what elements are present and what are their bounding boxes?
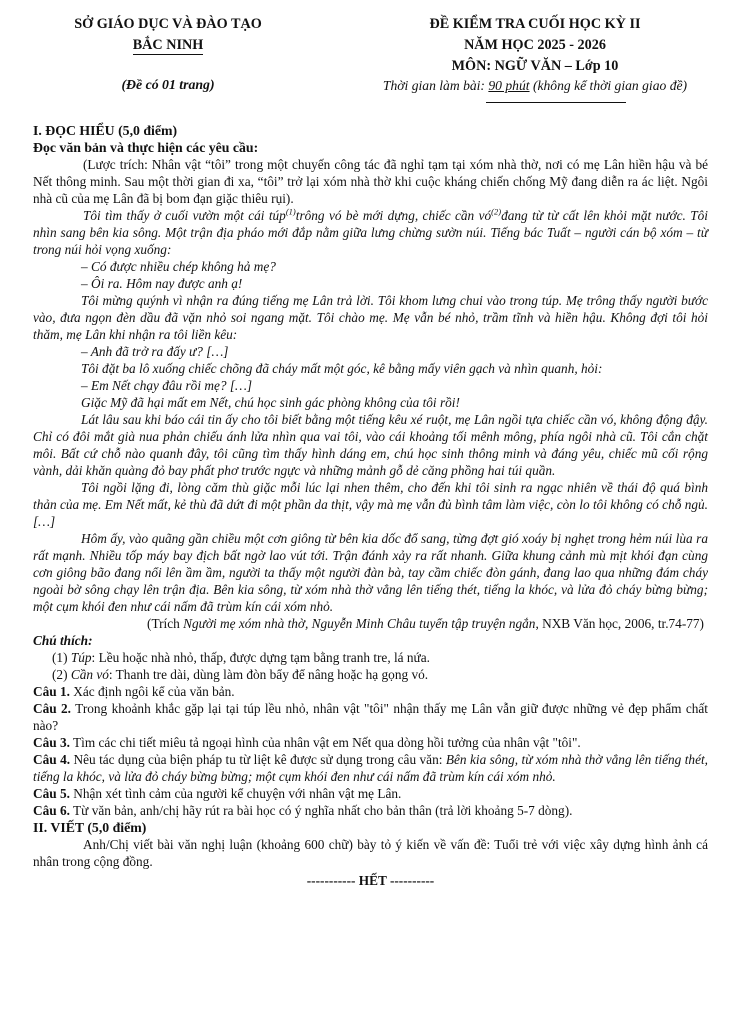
question-1: Câu 1. Xác định ngôi kể của văn bản. — [33, 684, 235, 699]
time-suffix: (không kể thời gian giao đề) — [529, 78, 688, 93]
part1-heading: I. ĐỌC HIỂU (5,0 điểm) — [33, 123, 178, 138]
note-item: (2) Cần vó: Thanh tre dài, dùng làm đòn bẩy để nâng hoặc hạ gọng vó. — [52, 667, 429, 682]
department-name: SỞ GIÁO DỤC VÀ ĐÀO TẠO — [74, 16, 262, 32]
writing-prompt: Anh/Chị viết bài văn nghị luận (khoảng 600 chữ) bày tỏ ý kiến về vấn đề: Tuổi trẻ với việc xây dựng hình ảnh cá nhân trong cộng đồng. — [33, 837, 708, 869]
time-label: Thời gian làm bài: — [382, 78, 489, 93]
passage — [33, 207, 708, 615]
dialogue-line: – Anh đã trở ra đấy ư? […] — [81, 344, 229, 359]
dialogue-line: – Ôi ra. Hôm nay được anh ạ! — [81, 276, 243, 291]
passage-paragraph: Lát lâu sau khi báo cái tin ấy cho tôi biết bằng một tiếng kêu xé ruột, mẹ Lân ngồi tựa chiếc cần vó, không động đậy. Chỉ có đôi mắt già nua phản chiếu ánh lửa nhìn qua vai tôi, vào cái khoảng tối mênh mông, phía ngôi nhà cũ. Tôi cắn chặt môi. Bất cứ chỗ nào quanh đây, tôi cũng tìm thấy hình dáng em, chú học sinh thông minh và đáng yêu, chiếc mũ cối rộng vành, dải khăn quàng đỏ bay phất phơ trước ngực và những mảnh gỗ dẻ căng phồng hai túi quần. — [33, 412, 708, 478]
passage-summary: (Lược trích: Nhân vật “tôi” trong một chuyến công tác đã nghỉ tạm tại xóm nhà thờ, nơi có mẹ Lân hiền hậu và bé Nết thông minh. Sau một thời gian đi xa, “tôi” trở lại xóm nhà thờ khi cuộc kháng chiến chống Mỹ đang diễn ra ác liệt. Ngôi nhà cũ của mẹ Lân đã bị bom đạn giặc thiêu rụi). — [33, 157, 708, 206]
time-allowed — [345, 77, 725, 94]
school-year: NĂM HỌC 2025 - 2026 — [464, 37, 606, 53]
question-2: Câu 2. Trong khoảnh khắc gặp lại tại túp lều nhỏ, nhân vật "tôi" nhận thấy mẹ Lân vẫn giữ được những vẻ đẹp phẩm chất nào? — [33, 701, 708, 733]
passage-paragraph: Tôi mừng quýnh vì nhận ra đúng tiếng mẹ Lân trả lời. Tôi khom lưng chui vào trong túp. Mẹ trông thấy người bước vào, đưa ngọn đèn dầu đã vặn nhỏ soi ngang mặt. Tôi chào mẹ. Mẹ vẫn bé nhỏ, trầm tĩnh và hiền hậu. Không đợi tôi hỏi thăm, mẹ Lân khi nhận ra tôi liền kêu: — [33, 293, 708, 342]
question-6: Câu 6. Từ văn bản, anh/chị hãy rút ra bài học có ý nghĩa nhất cho bản thân (trả lời khoảng 5-7 dòng). — [33, 803, 573, 818]
question-3: Câu 3. Tìm các chi tiết miêu tả ngoại hình của nhân vật em Nết qua dòng hồi tưởng của nhân vật "tôi". — [33, 735, 581, 750]
province-name: BẮC NINH — [132, 37, 204, 53]
passage-paragraph: Hôm ấy, vào quãng gần chiều một cơn giông từ bên kia dốc đổ sang, từng đợt gió xoáy bị nghẹt trong hẻm núi lùa ra rất mạnh. Nhiều tốp máy bay địch bất ngờ lao vút tới. Trận đánh xảy ra rất nhanh. Giữa khung cảnh mù mịt khói đạn cùng cơn giông bão đang nổi lên ầm ầm, người ta thấy một người đàn bà, tay cầm chiếc đòn gánh, đang lao qua những đám cháy ngoài bờ sông chạy lên trận địa. Bên kia sông, từ xóm nhà thờ vẳng lên tiếng thét, tiếng la khóc, và lửa đỏ cháy bừng bừng; một cụm khói đen như cái nấm đã trùm kín cái xóm nhỏ. — [33, 531, 708, 614]
passage-paragraph: Tôi tìm thấy ở cuối vườn một cái túp$^{(1)}$trông vó bè mới dựng, chiếc cần $vó^{(2)}đang$ từ từ cất lên khỏi mặt nước. Tôi nhìn sang bên kia sông. Một trận địa pháo mới đắp nằm giữa lưng chừng sườn núi. Tiếng bác Tuất – người cán bộ xóm – từ trong núi hỏi vọng xuống: — [33, 206, 708, 257]
note-item: (1) Túp: Lều hoặc nhà nhỏ, thấp, được dựng tạm bằng tranh tre, lá nứa. — [52, 650, 430, 665]
part1-instruction: Đọc văn bản và thực hiện các yêu cầu: — [33, 140, 259, 155]
end-mark: ----------- HẾT ---------- — [306, 873, 435, 888]
passage-paragraph: Tôi đặt ba lô xuống chiếc chõng đã cháy mất một góc, kê bằng mấy viên gạch và nhìn quanh, hỏi: — [81, 361, 603, 376]
passage-paragraph: Giặc Mỹ đã hại mất em Nết, chú học sinh gác phòng không của tôi rồi! — [81, 395, 460, 410]
header-left — [38, 14, 298, 93]
header-rule — [486, 102, 626, 103]
page-count-note: (Đề có 01 trang) — [121, 77, 215, 92]
dialogue-line: – Em Nết chạy đâu rồi mẹ? […] — [81, 378, 252, 393]
notes-heading: Chú thích: — [33, 633, 93, 648]
exam-body — [33, 122, 708, 889]
passage-paragraph: Tôi ngồi lặng đi, lòng căm thù giặc mỗi lúc lại nhen thêm, cho đến khi tôi sinh ra ngạc nhiên về thái độ quá bình thản của mẹ. Em Nết mất, kẻ thù đã dứt đi một phần da thịt, vậy mà mẹ vẫn đủ bình tâm làm việc, còn lo tôi không có chỗ ngủ. […] — [33, 480, 708, 529]
question-4: Câu 4. Nêu tác dụng của biện pháp tu từ liệt kê được sử dụng trong câu văn: Bên kia sông, từ xóm nhà thờ vẳng lên tiếng thét, tiếng la khóc, và lửa đỏ cháy bừng bừng; một cụm khói đen như cái nấm đã trùm kín cái xóm nhỏ. — [33, 752, 708, 784]
part2-heading: II. VIẾT (5,0 điểm) — [33, 820, 147, 835]
exam-title: ĐỀ KIỂM TRA CUỐI HỌC KỲ II — [429, 16, 641, 32]
subject-line: MÔN: NGỮ VĂN – Lớp 10 — [451, 58, 619, 74]
header-right — [345, 14, 725, 94]
passage-source: (Trích Người mẹ xóm nhà thờ, Nguyễn Minh Châu tuyển tập truyện ngắn, NXB Văn học, 2006, tr.74-77) — [147, 616, 704, 631]
dialogue-line: – Có được nhiều chép không hả mẹ? — [81, 259, 276, 274]
question-5: Câu 5. Nhận xét tình cảm của người kể chuyện với nhân vật mẹ Lân. — [33, 786, 402, 801]
time-value: 90 phút — [488, 78, 530, 93]
